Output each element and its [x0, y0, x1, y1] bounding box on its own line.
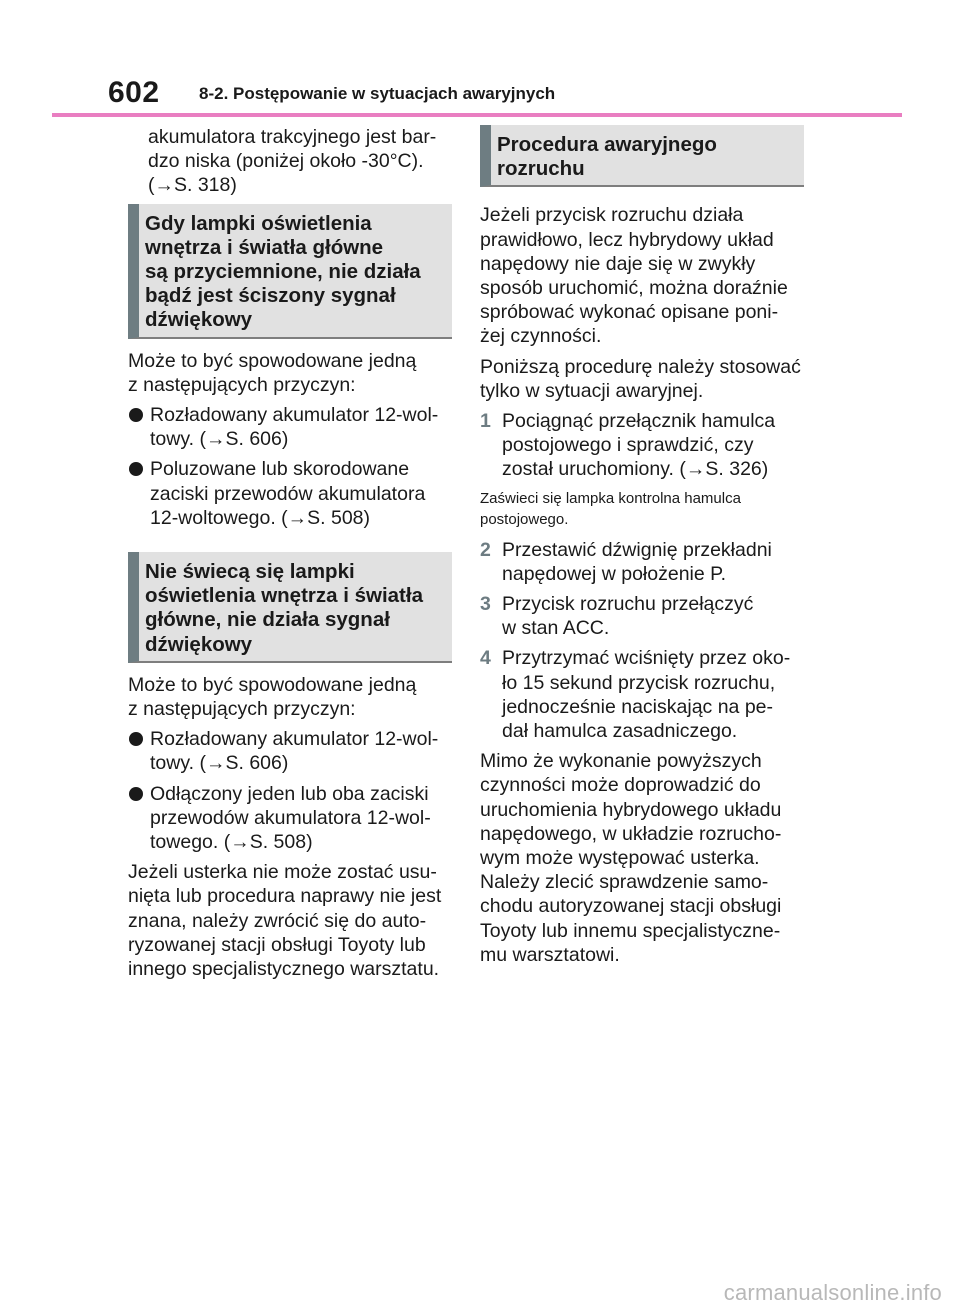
bullet-item	[128, 457, 452, 530]
text-line: Przycisk rozruchu przełączyć	[502, 593, 754, 616]
text-line: Może to być spowodowane jedną	[128, 349, 417, 372]
text-line: Jeżeli usterka nie może zostać usu-	[128, 861, 437, 884]
text-line: nięta lub procedura naprawy nie jest	[128, 885, 442, 908]
header-rule	[52, 113, 902, 117]
bullet-dot-icon	[129, 462, 143, 476]
step-note	[480, 488, 804, 530]
text-line: Poniższą procedurę należy stosować	[480, 355, 801, 378]
heading-line: rozruchu	[497, 157, 585, 181]
bullet-item	[128, 782, 452, 855]
text-line: chodu autoryzowanej stacji obsługi	[480, 895, 782, 918]
text-line: Poluzowane lub skorodowane	[150, 458, 410, 481]
text-line: Mimo że wykonanie powyższych	[480, 750, 762, 773]
text-line: Odłączony jeden lub oba zaciski	[150, 782, 429, 805]
text-line: przewodów akumulatora 12-wol-	[150, 806, 431, 829]
text-line: wym może występować usterka.	[480, 847, 760, 870]
heading-line: bądź jest ściszony sygnał	[145, 284, 396, 308]
text-line: napędowy nie daje się w zwykły	[480, 252, 756, 275]
text-line: Przytrzymać wciśnięty przez oko-	[502, 647, 791, 670]
heading-line: wnętrza i światła główne	[145, 235, 384, 259]
right-column	[480, 125, 804, 973]
closing-paragraph	[480, 749, 804, 967]
heading-line: oświetlenia wnętrza i światła	[145, 584, 423, 608]
text-line: Może to być spowodowane jedną	[128, 673, 417, 696]
text-line: z następujących przyczyn:	[128, 373, 356, 396]
bullet-dot-icon	[129, 408, 143, 422]
step-number: 2	[480, 538, 491, 561]
text-line: Przestawić dźwignię przekładni	[502, 538, 772, 561]
text-line: sposób uruchomić, można doraźnie	[480, 277, 788, 300]
bullet-dot-icon	[129, 732, 143, 746]
text-line: w stan ACC.	[502, 617, 610, 640]
header-title: 8-2. Postępowanie w sytuacjach awaryjnych	[199, 84, 556, 103]
text-line: prawidłowo, lecz hybrydowy układ	[480, 228, 774, 251]
text-line: akumulatora trakcyjnego jest bar-	[148, 126, 437, 148]
section-heading-emergency-start	[480, 125, 804, 187]
intro-paragraph	[128, 125, 452, 198]
text-line: czynności może doprowadzić do	[480, 774, 761, 797]
text-line[interactable]: 12-woltowego. (→S. 508)	[150, 506, 371, 529]
heading-line: główne, nie działa sygnał	[145, 608, 390, 632]
step-number: 1	[480, 410, 491, 433]
step-number: 4	[480, 647, 491, 670]
page-reference-link[interactable]: (→S. 318)	[148, 174, 237, 197]
warning-paragraph	[480, 355, 804, 403]
step-item	[480, 409, 804, 482]
text-line: Należy zlecić sprawdzenie samo-	[480, 871, 769, 894]
text-line[interactable]: towy. (→S. 606)	[150, 752, 289, 775]
text-line: jednocześnie naciskając na pe-	[502, 695, 774, 718]
section-heading-dim-lights	[128, 204, 452, 339]
text-line: innego specjalistycznego warsztatu.	[128, 958, 440, 981]
cause-paragraph	[128, 673, 452, 721]
text-line: Zaświeci się lampka kontrolna hamulca	[480, 489, 741, 507]
closing-paragraph	[128, 860, 452, 981]
page-number: 602	[108, 76, 160, 109]
text-line[interactable]: towy. (→S. 606)	[150, 428, 289, 451]
cause-paragraph	[128, 349, 452, 397]
bullet-dot-icon	[129, 787, 143, 801]
text-line: dzo niska (poniżej około -30°C).	[148, 150, 424, 173]
section-heading-no-lights	[128, 552, 452, 663]
text-line: Jeżeli przycisk rozruchu działa	[480, 204, 744, 227]
heading-line: są przyciemnione, nie działa	[145, 260, 421, 284]
text-line: uruchomienia hybrydowego układu	[480, 798, 782, 821]
watermark-text: carmanualsonline.info	[723, 1280, 942, 1305]
text-line: Rozładowany akumulator 12-wol-	[150, 728, 439, 751]
heading-line: Nie świecą się lampki	[145, 560, 355, 584]
text-line: Pociągnąć przełącznik hamulca	[502, 410, 776, 433]
text-line: spróbować wykonać opisane poni-	[480, 301, 779, 324]
heading-line: dźwiękowy	[145, 632, 253, 656]
intro-paragraph	[480, 203, 804, 348]
step-item	[480, 646, 804, 743]
text-line: mu warsztatowi.	[480, 943, 620, 966]
text-line[interactable]: został uruchomiony. (→S. 326)	[502, 458, 769, 481]
heading-line: Gdy lampki oświetlenia	[145, 211, 372, 235]
text-line: ło 15 sekund przycisk rozruchu,	[502, 671, 776, 694]
text-line: żej czynności.	[480, 325, 602, 348]
text-line[interactable]: towego. (→S. 508)	[150, 831, 313, 854]
step-item	[480, 538, 804, 586]
text-line: znana, należy zwrócić się do auto-	[128, 909, 427, 932]
text-line: napędowej w położenie P.	[502, 562, 727, 585]
text-line: z następujących przyczyn:	[128, 698, 356, 721]
text-line: Rozładowany akumulator 12-wol-	[150, 404, 439, 427]
text-line: ryzowanej stacji obsługi Toyoty lub	[128, 933, 426, 956]
text-line: tylko w sytuacji awaryjnej.	[480, 379, 704, 402]
step-number: 3	[480, 593, 491, 616]
text-line: postojowego i sprawdzić, czy	[502, 434, 754, 457]
left-column	[128, 125, 452, 987]
text-line: Toyoty lub innemu specjalistyczne-	[480, 919, 781, 942]
text-line: postojowego.	[480, 510, 569, 528]
step-item	[480, 592, 804, 640]
heading-line: Procedura awaryjnego	[497, 133, 717, 156]
text-line: dał hamulca zasadniczego.	[502, 720, 738, 743]
text-line: zaciski przewodów akumulatora	[150, 482, 426, 505]
bullet-item	[128, 403, 452, 451]
bullet-item	[128, 727, 452, 775]
text-line: napędowego, w układzie rozrucho-	[480, 822, 782, 845]
heading-line: dźwiękowy	[145, 308, 253, 332]
